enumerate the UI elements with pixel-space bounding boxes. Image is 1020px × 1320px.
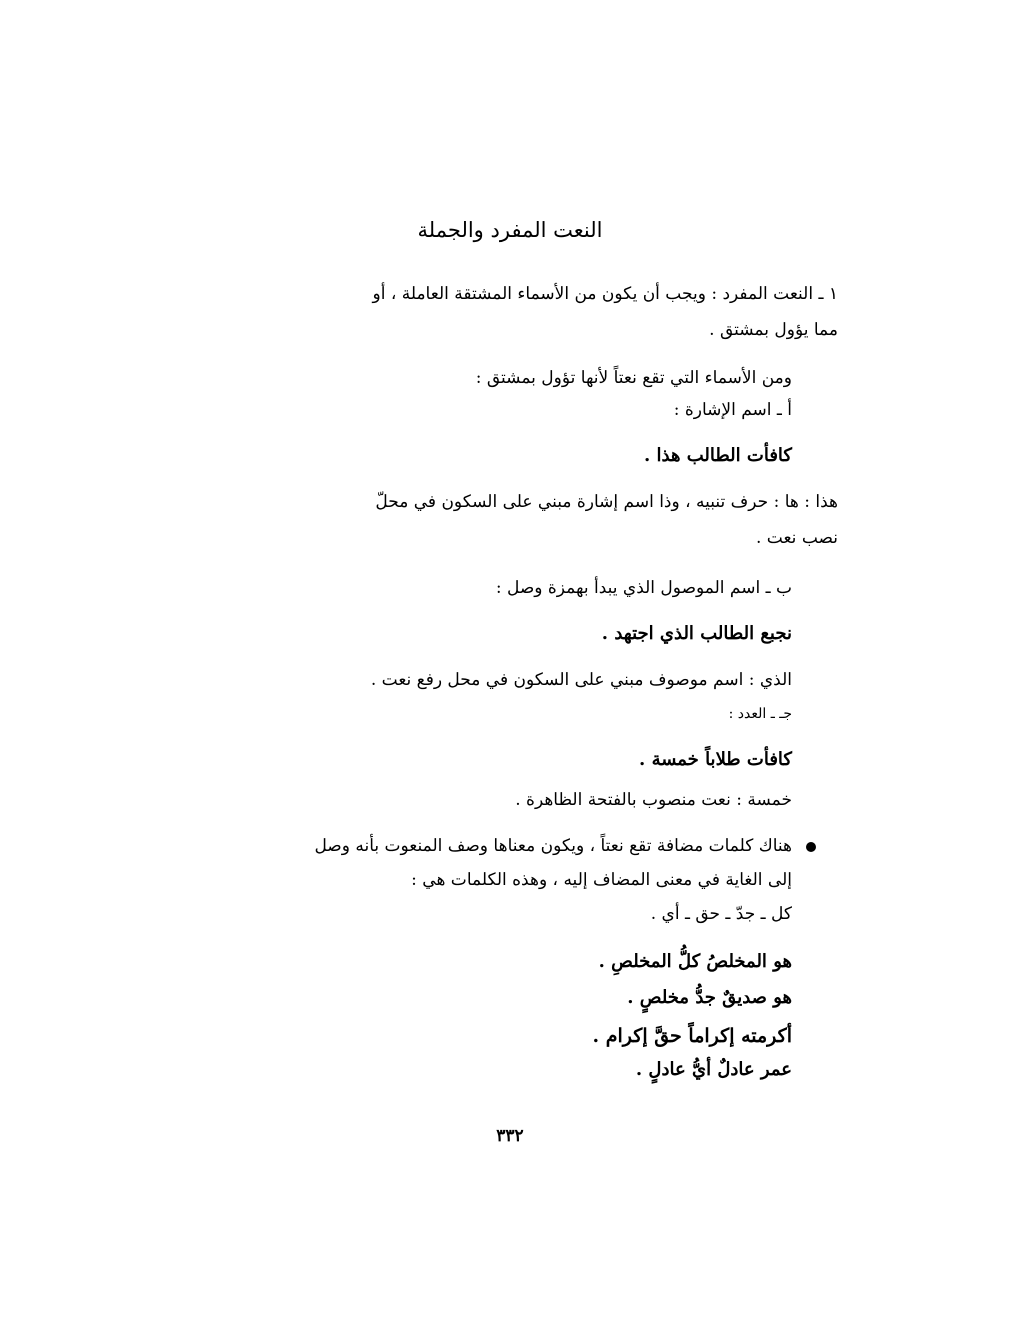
item-c-heading: جـ ـ العدد :	[728, 706, 792, 722]
item-b-explanation: الذي : اسم موصوف مبني على السكون في محل رفع نعت .	[370, 670, 792, 690]
item-c-explanation: خمسة : نعت منصوب بالفتحة الظاهرة .	[515, 790, 792, 810]
item-a-explanation-line1: هذا : ها : حرف تنبيه ، وذا اسم إشارة مبني على السكون في محلّ	[375, 492, 838, 512]
example-1: هو المخلصُ كلُّ المخلصِ .	[598, 951, 792, 972]
bullet-icon	[806, 842, 816, 852]
item-a-heading: أ ـ اسم الإشارة :	[673, 400, 792, 420]
intro-text: ومن الأسماء التي تقع نعتاً لأنها تؤول بمشتق :	[475, 368, 792, 388]
item-b-example: نجبع الطالب الذي اجتهد .	[601, 623, 792, 644]
note-line1: هناك كلمات مضافة تقع نعتاً ، ويكون معناها وصف المنعوت بأنه وصل	[314, 836, 792, 856]
section1-line2: مما يؤول بمشتق .	[709, 320, 838, 340]
item-a-explanation-line2: نصب نعت .	[755, 528, 838, 548]
section1-line1: ١ ـ النعت المفرد : ويجب أن يكون من الأسماء المشتقة العاملة ، أو	[372, 284, 838, 304]
example-2: هو صديقٌ جدُّ مخلصٍ .	[627, 987, 792, 1008]
page-number: ٣٣٢	[496, 1126, 524, 1146]
item-b-heading: ب ـ اسم الموصول الذي يبدأ بهمزة وصل :	[495, 578, 792, 598]
note-line2: إلى الغاية في معنى المضاف إليه ، وهذه الكلمات هي :	[411, 870, 792, 890]
item-a-example: كافأت الطالب هذا .	[644, 445, 792, 466]
note-line3: كل ـ جدّ ـ حق ـ أي .	[650, 904, 792, 924]
item-c-example: كافأت طلاباً خمسة .	[639, 749, 792, 770]
example-3: أكرمته إكراماً حقَّ إكرام .	[592, 1025, 792, 1047]
example-4: عمر عادلٌ أيُّ عادلٍ .	[635, 1059, 792, 1080]
page-title: النعت المفرد والجملة	[417, 218, 603, 242]
